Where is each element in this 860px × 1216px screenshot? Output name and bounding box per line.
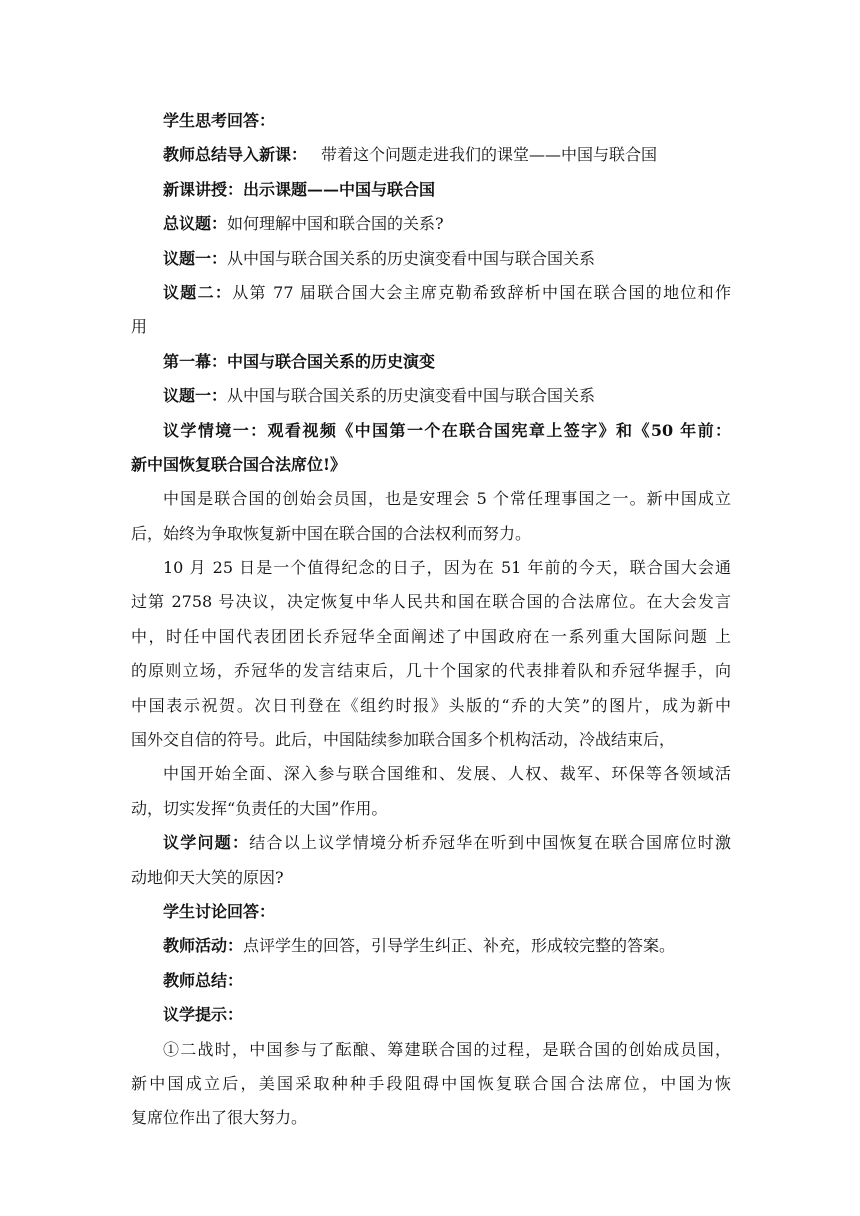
label-topic-one-repeat: 议题一：	[163, 386, 228, 406]
body-text: 复席位作出了很大努力。	[131, 1108, 308, 1128]
paragraph-continuation	[131, 448, 731, 482]
paragraph	[131, 895, 731, 929]
body-text: 中国开始全面、深入参与联合国维和、发展、人权、裁军、环保等各领域活	[163, 764, 731, 784]
text-teacher-activity: 点评学生的回答，引导学生纠正、补充，形成较完整的答案。	[243, 936, 676, 956]
body-text: ①二战时，中国参与了酝酿、筹建联合国的过程，是联合国的创始成员国，	[163, 1039, 731, 1059]
body-text: 中，时任中国代表团团长乔冠华全面阐述了中国政府在一系列重大国际问题 上	[131, 626, 731, 646]
text-study-question: 结合以上议学情境分析乔冠华在听到中国恢复在联合国席位时激	[249, 833, 731, 853]
paragraph-continuation	[131, 1067, 731, 1101]
label-study-question: 议学问题：	[163, 833, 250, 853]
text-main-topic: 如何理解中国和联合国的关系?	[227, 214, 444, 234]
paragraph-continuation	[131, 310, 731, 344]
paragraph	[131, 138, 731, 172]
paragraph-continuation	[131, 654, 731, 688]
body-text: 中国是联合国的创始会员国，也是安理会 5 个常任理事国之一。新中国成立	[163, 489, 731, 509]
text-topic-two: 从第 77 届联合国大会主席克勒希致辞析中国在联合国的地位和作	[232, 282, 731, 302]
paragraph	[131, 207, 731, 241]
paragraph	[131, 551, 731, 585]
paragraph-continuation	[131, 620, 731, 654]
paragraph	[131, 345, 731, 379]
paragraph	[131, 757, 731, 791]
text-topic-one: 从中国与联合国关系的历史演变看中国与联合国关系	[227, 248, 596, 268]
label-main-topic: 总议题：	[163, 214, 228, 234]
heading-new-lesson: 新课讲授：出示课题——中国与联合国	[163, 179, 436, 199]
paragraph-continuation	[131, 585, 731, 619]
paragraph-continuation	[131, 689, 731, 723]
label-teacher-activity: 教师活动：	[163, 936, 244, 956]
paragraph	[131, 414, 731, 448]
paragraph	[131, 276, 731, 310]
label-teacher-intro: 教师总结导入新课：	[163, 145, 308, 165]
paragraph	[131, 826, 731, 860]
paragraph-continuation	[131, 792, 731, 826]
body-text: 新中国成立后，美国采取种种手段阻碍中国恢复联合国合法席位，中国为恢	[131, 1073, 731, 1093]
document-body	[131, 104, 731, 1136]
paragraph	[131, 1033, 731, 1067]
heading-scenario-one: 议学情境一：观看视频《中国第一个在联合国宪章上签字》和《50 年前：	[163, 420, 731, 440]
paragraph	[131, 242, 731, 276]
heading-act-one: 第一幕：中国与联合国关系的历史演变	[163, 351, 436, 371]
text-topic-one-repeat: 从中国与联合国关系的历史演变看中国与联合国关系	[227, 386, 596, 406]
paragraph-continuation	[131, 1101, 731, 1135]
body-text: 的原则立场，乔冠华的发言结束后，几十个国家的代表排着队和乔冠华握手，向	[131, 661, 731, 681]
heading-scenario-one-cont: 新中国恢复联合国合法席位!》	[131, 454, 347, 474]
label-topic-two: 议题二：	[163, 282, 233, 302]
body-text: 10 月 25 日是一个值得纪念的日子，因为在 51 年前的今天，联合国大会通	[163, 558, 731, 578]
paragraph-continuation	[131, 861, 731, 895]
heading-teacher-summary: 教师总结：	[163, 970, 244, 990]
body-text: 国外交自信的符号。此后，中国陆续参加联合国多个机构活动，冷战结束后，	[131, 730, 676, 750]
label-topic-one: 议题一：	[163, 248, 228, 268]
heading-study-tips: 议学提示：	[163, 1005, 244, 1025]
body-text: 中国表示祝贺。次日刊登在《组约时报》头版的“乔的大笑”的图片，成为新中	[131, 695, 731, 715]
paragraph	[131, 964, 731, 998]
heading-student-discussion: 学生讨论回答：	[163, 901, 276, 921]
text-study-question-cont: 动地仰天大笑的原因?	[131, 867, 284, 887]
paragraph	[131, 929, 731, 963]
text-teacher-intro: 带着这个问题走进我们的课堂——中国与联合国	[321, 145, 658, 165]
paragraph-continuation	[131, 517, 731, 551]
paragraph-continuation	[131, 723, 731, 757]
body-text: 后，始终为争取恢复新中国在联合国的合法权利而努力。	[131, 523, 532, 543]
paragraph	[131, 379, 731, 413]
body-text: 过第 2758 号决议，决定恢复中华人民共和国在联合国的合法席位。在大会发言	[131, 592, 731, 612]
paragraph	[131, 482, 731, 516]
heading-student-answer: 学生思考回答：	[163, 111, 276, 130]
paragraph	[131, 998, 731, 1032]
paragraph	[131, 104, 731, 138]
body-text: 动，切实发挥“负责任的大国”作用。	[131, 798, 388, 818]
text-topic-two-cont: 用	[131, 317, 148, 337]
paragraph	[131, 173, 731, 207]
